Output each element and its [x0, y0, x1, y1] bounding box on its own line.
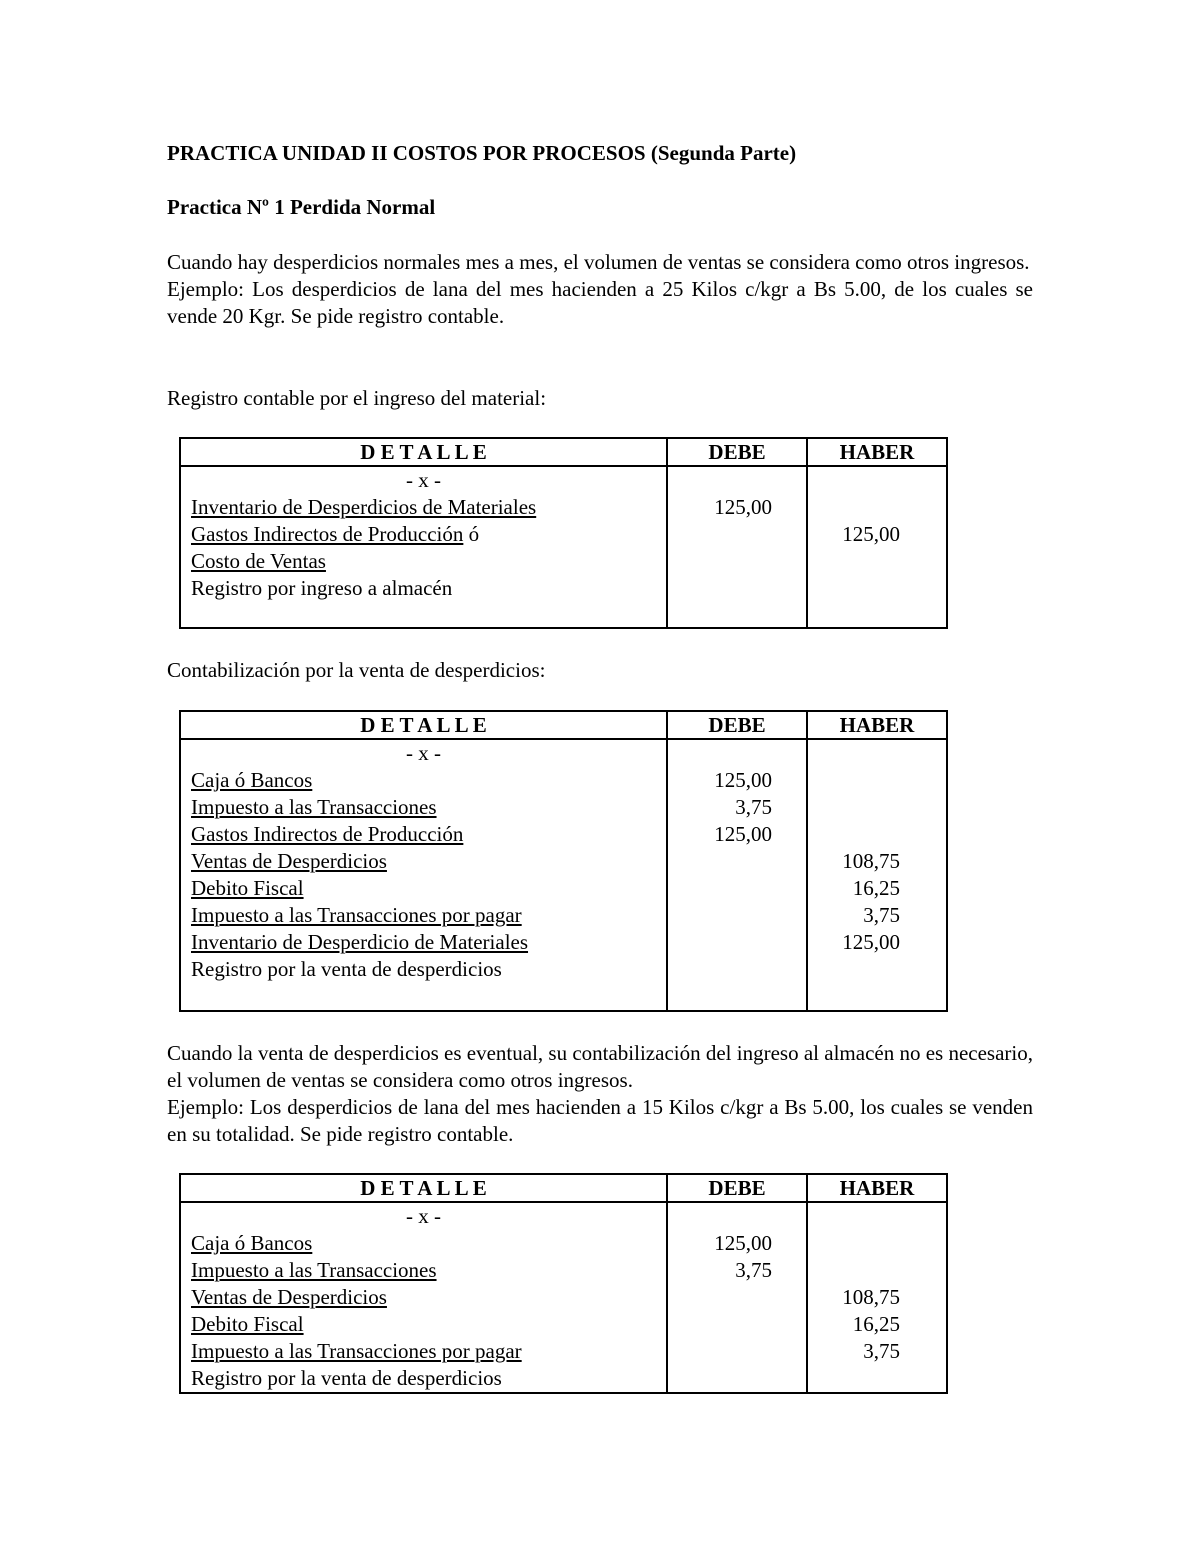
practice-heading: Practica Nº 1 Perdida Normal: [167, 195, 436, 219]
haber-cell: [807, 739, 947, 1011]
debe-value: [668, 902, 806, 929]
entry-note: Registro por ingreso a almacén: [191, 576, 453, 600]
haber-value: 16,25: [852, 1312, 900, 1336]
account-name: Costo de Ventas: [191, 549, 326, 573]
column-header-debe: DEBE: [667, 711, 807, 739]
section-label-ingreso: Registro contable por el ingreso del material:: [167, 386, 547, 410]
account-name: Inventario de Desperdicios de Materiales: [191, 495, 537, 519]
account-name: Debito Fiscal: [191, 1312, 304, 1336]
detail-cell: [180, 1202, 667, 1393]
account-name: Impuesto a las Transacciones por pagar: [191, 903, 522, 927]
debe-cell: [667, 466, 807, 628]
haber-value: [808, 794, 946, 821]
haber-cell: [807, 466, 947, 628]
eventual-paragraph: [167, 1040, 1033, 1148]
account-name: Debito Fiscal: [191, 876, 304, 900]
haber-value: [808, 1257, 946, 1284]
haber-value: 125,00: [842, 522, 900, 546]
haber-value: [808, 494, 946, 521]
detail-cell: [180, 739, 667, 1011]
account-name: Impuesto a las Transacciones por pagar: [191, 1339, 522, 1363]
debe-value: [668, 1311, 806, 1338]
ledger-table-venta: [179, 710, 948, 1012]
haber-value: 3,75: [863, 1339, 900, 1363]
haber-value: [808, 1230, 946, 1257]
column-header-detalle: D E T A L L E: [180, 1174, 667, 1202]
account-name: Caja ó Bancos: [191, 1231, 313, 1255]
debe-value: 125,00: [714, 768, 772, 792]
intro-text-1: Cuando hay desperdicios normales mes a mes, el volumen de ventas se considera como otros ingresos.: [167, 250, 1030, 274]
column-header-debe: DEBE: [667, 1174, 807, 1202]
debe-value: [668, 521, 806, 548]
account-name: Inventario de Desperdicio de Materiales: [191, 930, 529, 954]
section-label-venta: Contabilización por la venta de desperdicios:: [167, 658, 546, 682]
intro-text-2: Ejemplo: Los desperdicios de lana del mes hacienden a 25 Kilos c/kgr a Bs 5.00, de los cuales se vende 20 Kgr. Se pide registro contable.: [167, 277, 1033, 328]
debe-value: 125,00: [714, 495, 772, 519]
account-name: Ventas de Desperdicios: [191, 1285, 387, 1309]
intro-paragraph: [167, 249, 1033, 330]
haber-value: [808, 767, 946, 794]
debe-value: [668, 1284, 806, 1311]
haber-value: 125,00: [842, 930, 900, 954]
debe-cell: [667, 739, 807, 1011]
column-header-detalle: D E T A L L E: [180, 438, 667, 466]
entry-marker: - x -: [406, 468, 441, 492]
haber-value: 16,25: [852, 876, 900, 900]
account-suffix: ó: [463, 522, 480, 546]
haber-value: 108,75: [842, 849, 900, 873]
debe-cell: [667, 1202, 807, 1393]
ledger-table-ingreso: [179, 437, 948, 629]
eventual-text-1: Cuando la venta de desperdicios es eventual, su contabilización del ingreso al almacén no es necesario, el volumen de ventas se considera como otros ingresos.: [167, 1041, 1033, 1092]
account-name: Caja ó Bancos: [191, 768, 313, 792]
account-name: Impuesto a las Transacciones: [191, 1258, 437, 1282]
debe-value: [668, 875, 806, 902]
haber-value: 108,75: [842, 1285, 900, 1309]
column-header-debe: DEBE: [667, 438, 807, 466]
haber-value: [808, 821, 946, 848]
haber-cell: [807, 1202, 947, 1393]
account-name: Impuesto a las Transacciones: [191, 795, 437, 819]
account-name: Gastos Indirectos de Producción: [191, 822, 464, 846]
entry-marker: - x -: [406, 741, 441, 765]
debe-value: 125,00: [714, 822, 772, 846]
debe-value: [668, 929, 806, 956]
ledger-table-eventual: [179, 1173, 948, 1394]
detail-cell: [180, 466, 667, 628]
entry-marker: - x -: [406, 1204, 441, 1228]
debe-value: [668, 548, 806, 575]
haber-value: 3,75: [863, 903, 900, 927]
column-header-haber: HABER: [807, 711, 947, 739]
debe-value: 3,75: [735, 1258, 772, 1282]
account-name: Ventas de Desperdicios: [191, 849, 387, 873]
entry-note: Registro por la venta de desperdicios: [191, 957, 502, 981]
haber-value: [808, 548, 946, 575]
column-header-haber: HABER: [807, 1174, 947, 1202]
column-header-haber: HABER: [807, 438, 947, 466]
page-title: PRACTICA UNIDAD II COSTOS POR PROCESOS (Segunda Parte): [167, 141, 797, 165]
column-header-detalle: D E T A L L E: [180, 711, 667, 739]
debe-value: [668, 848, 806, 875]
entry-note: Registro por la venta de desperdicios: [191, 1366, 502, 1390]
debe-value: [668, 1338, 806, 1365]
debe-value: 125,00: [714, 1231, 772, 1255]
debe-value: 3,75: [735, 795, 772, 819]
eventual-text-2: Ejemplo: Los desperdicios de lana del mes hacienden a 15 Kilos c/kgr a Bs 5.00, los cuales se venden en su totalidad. Se pide registro contable.: [167, 1095, 1033, 1146]
account-name: Gastos Indirectos de Producción: [191, 522, 464, 546]
